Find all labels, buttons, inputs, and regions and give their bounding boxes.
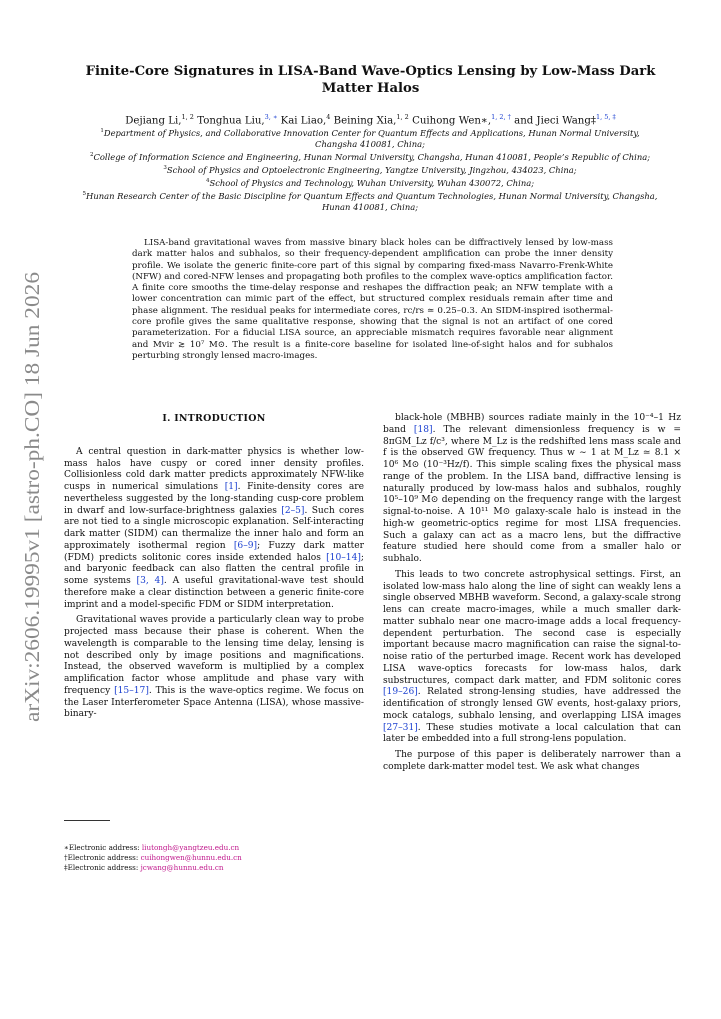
footnote-label: ‡Electronic address: xyxy=(64,862,141,872)
email-link[interactable]: liutongh@yangtzeu.edu.cn xyxy=(141,843,240,852)
footnotes xyxy=(64,843,364,872)
affiliation xyxy=(80,126,660,150)
author-affil-mark: 1, 2 xyxy=(396,113,409,121)
affiliation xyxy=(80,189,660,213)
body-paragraph: The purpose of this paper is deliberately narrower than a complete dark-matter model test. We ask what changes xyxy=(383,750,681,772)
affiliation-text: School of Physics and Technology, Wuhan University, Wuhan 430072, China; xyxy=(209,177,535,188)
footnote xyxy=(64,863,364,873)
arxiv-stamp-text: arXiv:2606.19995v1 [astro-ph.CO] 18 Jun 2026 xyxy=(20,307,44,722)
citation-link[interactable]: [27–31] xyxy=(383,722,418,733)
body-paragraph: A central question in dark-matter physics is whether low-mass halos have cuspy or cored inner density profiles. Collisionless cold dark matter predicts approximately NFW-like cusps in numerical simulations [1]. Finite-density cores are nevertheless suggested by the long-standing cusp-core problem in dwarf and low-surface-brightness galaxies [2–5]. Such cores are not tied to a single microscopic explanation. Self-interacting dark matter (SIDM) can thermalize the inner halo and form an approximately isothermal region [6–9]; Fuzzy dark matter (FDM) predicts solitonic cores inside extended halos [10–14]; and baryonic feedback can also flatten the central profile in some systems [3, 4]. A useful gravitational-wave test should therefore make a clear distinction between a generic finite-core imprint and a model-specific FDM or SIDM interpretation. xyxy=(64,446,365,610)
affiliation-number: 5 xyxy=(82,190,87,197)
citation-link[interactable]: [19–26] xyxy=(383,687,418,698)
citation-link[interactable]: [15–17] xyxy=(114,685,149,696)
affiliations xyxy=(80,126,660,213)
citation-link[interactable]: [6–9] xyxy=(233,540,258,551)
section-heading-introduction: I. INTRODUCTION xyxy=(162,413,266,424)
footnote-label: ∗Electronic address: xyxy=(64,843,142,852)
email-link[interactable]: cuihongwen@hunnu.edu.cn xyxy=(140,852,242,862)
left-column xyxy=(64,413,364,725)
author-name: Beining Xia, xyxy=(333,115,397,127)
author-affil-mark: 4 xyxy=(326,113,331,121)
paper-title: Finite-Core Signatures in LISA-Band Wave-Optics Lensing by Low-Mass Dark Matter Halos xyxy=(85,64,656,96)
abstract xyxy=(132,238,613,362)
footnote xyxy=(64,843,364,853)
author-affil-mark[interactable]: 1, 5, ‡ xyxy=(595,113,616,121)
author-name: Dejiang Li, xyxy=(125,115,182,127)
author-affil-mark[interactable]: 3, ∗ xyxy=(264,113,278,121)
affiliation xyxy=(80,163,660,176)
arxiv-stamp-svg xyxy=(10,270,48,725)
body-paragraph: Gravitational waves provide a particularly clean way to probe projected mass because their phase is coherent. When the wavelength is comparable to the lensing time delay, lensing is not described only by image positions and magnifications. Instead, the observed waveform is multiplied by a complex amplification factor whose amplitude and phase vary with frequency [15–17]. This is the wave-optics regime. We focus on the Laser Interferometer Space Antenna (LISA), whose massive-binary- xyxy=(64,615,365,720)
body-paragraph: This leads to two concrete astrophysical settings. First, an isolated low-mass halo along the line of sight can weakly lens a single observed MBHB waveform. Second, a galaxy-scale strong lens can create macro-images, while a much smaller dark-matter subhalo near one macro-image adds a local frequency-dependent perturbation. The second case is especially important because macro magnification can raise the signal-to-noise ratio of the perturbed image. Recent work has developed LISA wave-optics forecasts for low-mass halos, dark substructures, compact dark matter, and FDM solitonic cores [19–26]. Related strong-lensing studies, have addressed the identification of strongly lensed GW events, host-galaxy priors, mock catalogs, subhalo lensing, and overlapping LISA images [27–31]. These studies motivate a local calculation that can later be embedded into a full strong-lens population. xyxy=(383,569,681,745)
citation-link[interactable]: [10–14] xyxy=(326,552,361,563)
affiliation-text: School of Physics and Optoelectronic Engineering, Yangtze University, Jingzhou, 434023, China; xyxy=(166,164,577,175)
author-name: Tonghua Liu, xyxy=(197,115,265,127)
citation-link[interactable]: [3, 4] xyxy=(136,576,164,586)
body-paragraph: black-hole (MBHB) sources radiate mainly in the 10⁻⁴–1 Hz band [18]. The relevant dimensionless frequency is w = 8πGM_Lz f/c³, where M_Lz is the redshifted lens mass scale and f is the observed GW frequency. Thus w ∼ 1 at M_Lz ≃ 8.1 × 10⁶ M⊙ (10⁻³Hz/f). This simple scaling fixes the physical mass range of the problem. In the LISA band, diffractive lensing is naturally produced by low-mass halos and subhalos, roughly 10⁵–10⁹ M⊙ depending on the frequency range with the largest signal-to-noise. A 10¹¹ M⊙ galaxy-scale halo is instead in the high-w geometric-optics regime for most LISA frequencies. Such a galaxy can act as a macro lens, but the diffractive feature studied here should come from a smaller halo or subhalo. xyxy=(383,413,681,564)
affiliation-number: 4 xyxy=(205,177,210,184)
affiliation xyxy=(80,176,660,189)
author-name: Kai Liao, xyxy=(280,115,327,127)
affiliation-number: 2 xyxy=(89,151,94,158)
email-link[interactable]: jcwang@hunnu.edu.cn xyxy=(140,862,224,872)
affiliation-text: Hunan Research Center of the Basic Discipline for Quantum Effects and Quantum Technologies, Hunan Normal University, Changsha, Hunan 410081, China; xyxy=(86,190,658,212)
author-affil-mark[interactable]: 1, 2, † xyxy=(491,113,511,121)
footnote xyxy=(64,853,364,863)
author-list xyxy=(60,111,681,127)
affiliation-text: College of Information Science and Engineering, Hunan Normal University, Changsha, Hunan 410081, People’s Republic of China; xyxy=(93,151,651,162)
left-column-body xyxy=(64,447,364,721)
footnote-divider xyxy=(64,820,110,821)
footnote-label: †Electronic address: xyxy=(64,852,141,862)
right-column xyxy=(383,413,681,778)
affiliation xyxy=(80,150,660,163)
author-name: Cuihong Wen∗, xyxy=(412,115,492,127)
arxiv-identifier-stamp xyxy=(10,270,48,725)
affiliation-number: 1 xyxy=(100,128,104,134)
right-column-body xyxy=(383,413,681,774)
author-affil-mark: 1, 2 xyxy=(181,113,194,121)
affiliation-text: Department of Physics, and Collaborative Innovation Center for Quantum Effects and Applications, Hunan Normal University, Changsha 410081, China; xyxy=(103,127,640,149)
author-name: and Jieci Wang‡ xyxy=(514,115,596,127)
abstract-text: LISA-band gravitational waves from massive binary black holes can be diffractively lensed by low-mass dark matter halos and subhalos, so their frequency-dependent amplification can probe the inner density profile. We isolate the generic finite-core part of this signal by comparing fixed-mass Navarro-Frenk-White (NFW) and cored-NFW lenses and propagating both profiles to the complex wave-optics amplification factor. A finite core smooths the time-delay response and reshapes the diffraction peak; an NFW template with a lower concentration can mimic part of the effect, but structured complex residuals remain after time and phase alignment. The residual peaks for intermediate cores, rc/rs ≃ 0.25–0.3. An SIDM-inspired isothermal-core profile gives the same qualitative response, showing that the signal is not an artifact of one cored parameterization. For a fiducial LISA source, an appreciable mismatch requires favorable near alignment and Mvir ≳ 10⁷ M⊙. The result is a finite-core baseline for isolated line-of-sight halos and for subhalos perturbing strongly lensed macro-images. xyxy=(132,238,613,361)
citation-link[interactable]: [18] xyxy=(413,424,433,435)
affiliation-number: 3 xyxy=(163,164,167,171)
citation-link[interactable]: [1] xyxy=(224,482,238,492)
citation-link[interactable]: [2–5] xyxy=(281,505,305,516)
